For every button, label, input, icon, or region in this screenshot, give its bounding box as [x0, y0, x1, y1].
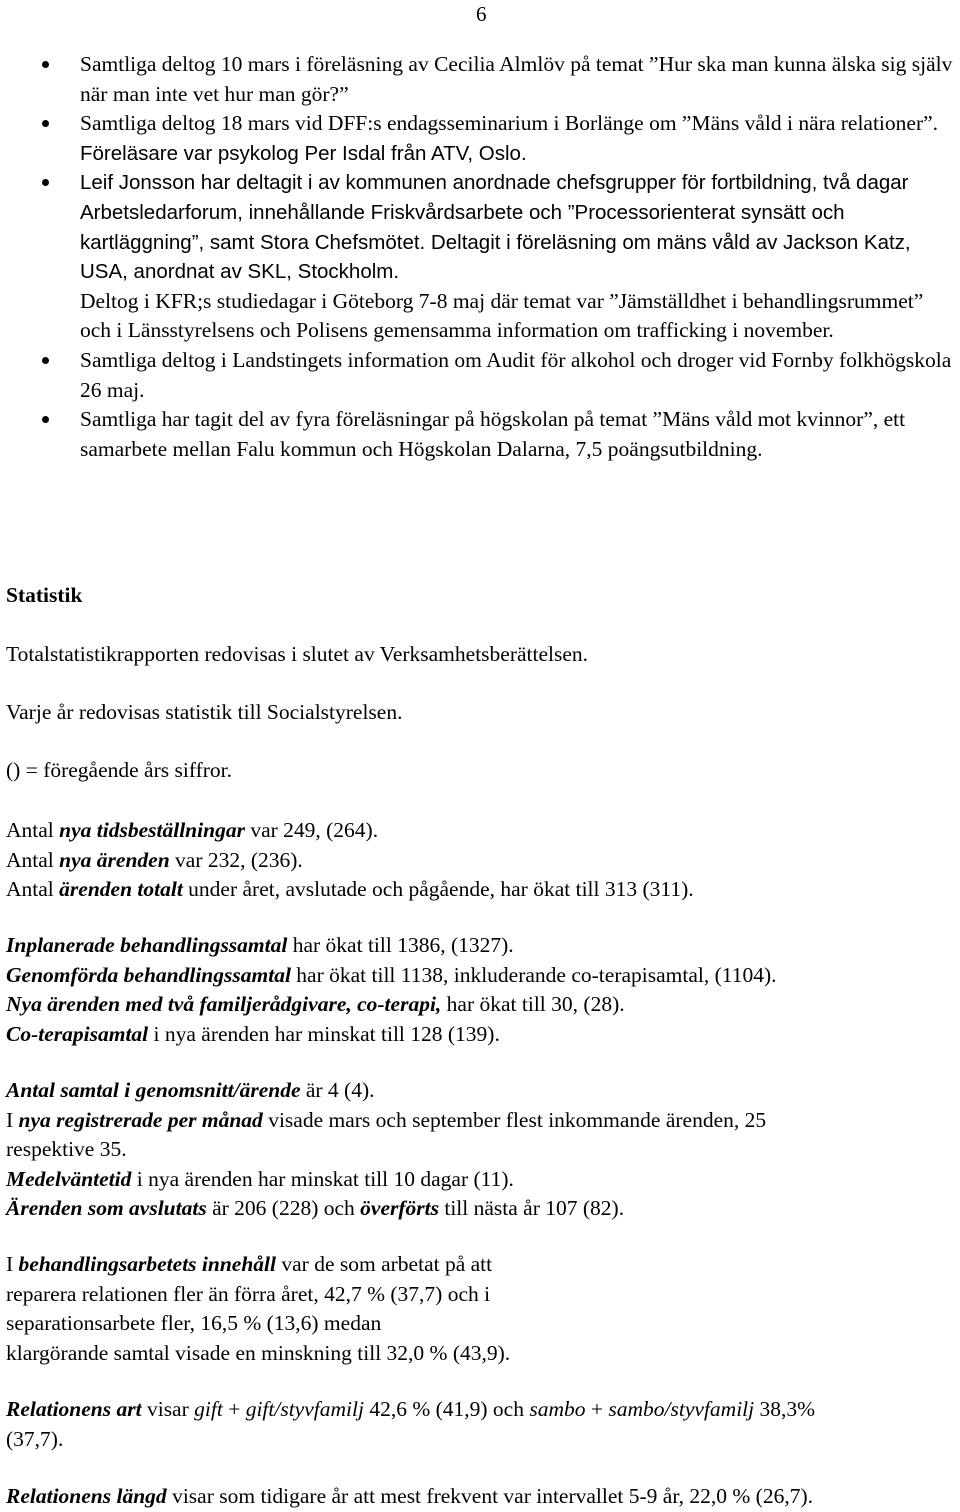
stat-text: har ökat till 1138, inkluderande co-terapisamtal, (1104).	[290, 962, 777, 987]
stat-text: I	[6, 1252, 19, 1276]
stat-line	[6, 846, 954, 876]
stat-text: Antal	[6, 877, 60, 901]
stat-text: i nya ärenden har minskat till 128 (139).	[148, 1021, 500, 1046]
emphasized-term: ärenden totalt	[59, 877, 183, 901]
page-number: 6	[476, 2, 487, 26]
bullet-text: Samtliga deltog 18 mars vid DFF:s endagsseminarium i Borlänge om ”Mäns våld i nära relationer”.	[80, 111, 939, 136]
bullet-list	[0, 50, 960, 464]
stat-text: +	[585, 1397, 609, 1421]
stat-text: var de som arbetat på att	[276, 1252, 493, 1276]
bullet-text: Deltog i KFR;s studiedagar i Göteborg 7-8 maj där temat var ”Jämställdhet i behandlingsrummet” och i Länsstyrelsens och Polisens gemensamma information om trafficking i november.	[80, 288, 924, 343]
emphasized-term: gift	[194, 1397, 223, 1421]
stat-line	[6, 1482, 954, 1512]
stat-line	[6, 875, 954, 905]
stat-text: klargörande samtal visade en minskning till 32,0 % (43,9).	[6, 1340, 511, 1365]
stat-text: är 4 (4).	[300, 1078, 375, 1102]
stat-paragraph	[6, 816, 954, 905]
stat-text: var 249, (264).	[244, 818, 379, 842]
stat-line	[6, 1425, 954, 1455]
bullet-dot-icon	[42, 416, 49, 423]
stat-line	[6, 1106, 954, 1136]
stat-line	[6, 1165, 954, 1195]
stat-text: visade mars och september flest inkommande ärenden, 25	[262, 1107, 767, 1132]
bullet-item	[0, 109, 960, 168]
stat-line	[6, 816, 954, 846]
stat-line	[6, 1309, 954, 1339]
stat-line	[6, 1020, 954, 1050]
stat-paragraph	[6, 1250, 954, 1368]
stat-line	[6, 1395, 954, 1425]
stat-text: respektive 35.	[6, 1137, 127, 1161]
intro-line-3: () = föregående års siffror.	[6, 758, 233, 782]
emphasized-term: överförts	[360, 1196, 439, 1220]
stat-text: Antal	[6, 847, 60, 872]
bullet-item	[0, 405, 960, 464]
emphasized-term: sambo	[529, 1397, 586, 1421]
section-title: Statistik	[6, 583, 83, 607]
bullet-text: Leif Jonsson har deltagit i av kommunen anordnade chefsgrupper för fortbildning, två dagar Arbetsledarforum, innehållande Friskvårdsarbete och ”Processorienterat synsätt och kartläggning”, samt Stora Chefsmötet. Deltagit i föreläsning om mäns våld av Jackson Katz, USA, anordnat av SKL, Stockholm.	[80, 171, 911, 284]
stat-text: var 232, (236).	[169, 847, 303, 872]
emphasized-term: Co-terapisamtal	[6, 1021, 149, 1046]
stat-line	[6, 1280, 954, 1310]
stat-text: visar som tidigare år att mest frekvent var intervallet 5-9 år, 22,0 % (26,7).	[166, 1484, 813, 1508]
emphasized-term: nya tidsbeställningar	[59, 818, 245, 842]
emphasized-term: nya registrerade per månad	[18, 1107, 263, 1132]
emphasized-term: behandlingsarbetets innehåll	[18, 1252, 277, 1276]
stat-text: reparera relationen fler än förra året, 42,7 % (37,7) och i	[6, 1281, 491, 1306]
intro-line-1: Totalstatistikrapporten redovisas i slutet av Verksamhetsberättelsen.	[6, 642, 589, 666]
bullet-continuation	[0, 287, 960, 346]
bullet-text: Samtliga deltog 10 mars i föreläsning av Cecilia Almlöv på temat ”Hur ska man kunna älska sig själv när man inte vet hur man gör?”	[80, 52, 953, 106]
stat-text: 38,3%	[754, 1397, 816, 1421]
stat-line	[6, 1194, 954, 1224]
stat-text: separationsarbete fler, 16,5 % (13,6) medan	[6, 1311, 382, 1335]
emphasized-term: Nya ärenden med två familjerådgivare, co-terapi,	[6, 992, 442, 1016]
stat-text: är 206 (228) och	[206, 1196, 361, 1220]
stat-text: i nya ärenden har minskat till 10 dagar (11).	[131, 1166, 514, 1191]
stat-text: Antal	[6, 818, 60, 842]
bullet-item	[0, 346, 960, 405]
stat-text: har ökat till 30, (28).	[441, 992, 625, 1016]
emphasized-term: nya ärenden	[59, 847, 170, 872]
stat-paragraph	[6, 931, 954, 1049]
emphasized-term: Antal samtal i genomsnitt/ärende	[6, 1078, 301, 1102]
emphasized-term: Relationens art	[6, 1397, 142, 1421]
stat-line	[6, 1250, 954, 1280]
bullet-text: Samtliga har tagit del av fyra föreläsningar på högskolan på temat ”Mäns våld mot kvinnor”, ett samarbete mellan Falu kommun och Högskolan Dalarna, 7,5 poängsutbildning.	[80, 407, 906, 461]
emphasized-term: gift/styvfamilj	[245, 1397, 364, 1421]
stat-line	[6, 1076, 954, 1106]
stat-text: visar	[141, 1397, 195, 1421]
stat-text: I	[6, 1107, 19, 1132]
bullet-text: Samtliga deltog i Landstingets information om Audit för alkohol och droger vid Fornby folkhögskola 26 maj.	[80, 347, 952, 402]
emphasized-term: Ärenden som avslutats	[6, 1196, 207, 1220]
stat-line	[6, 1339, 954, 1369]
stat-paragraph	[6, 1076, 954, 1224]
bullet-dot-icon	[42, 357, 49, 364]
emphasized-term: sambo/styvfamilj	[608, 1397, 755, 1421]
bullet-item	[0, 168, 960, 286]
bullet-dot-icon	[42, 61, 49, 68]
stat-paragraph	[6, 1395, 954, 1454]
stat-paragraph	[6, 1482, 954, 1512]
bullet-item	[0, 50, 960, 109]
stat-line	[6, 990, 954, 1020]
stat-text: +	[222, 1397, 246, 1421]
stat-line	[6, 1135, 954, 1165]
bullet-dot-icon	[42, 120, 49, 127]
stat-text: till nästa år 107 (82).	[438, 1196, 625, 1220]
emphasized-term: Inplanerade behandlingssamtal	[6, 933, 288, 957]
stat-line	[6, 931, 954, 961]
stat-text: (37,7).	[6, 1426, 64, 1451]
bullet-text: Föreläsare var psykolog Per Isdal från ATV, Oslo.	[80, 141, 527, 165]
emphasized-term: Genomförda behandlingssamtal	[6, 962, 291, 987]
stat-text: under året, avslutade och pågående, har ökat till 313 (311).	[182, 877, 694, 901]
bullet-dot-icon	[42, 179, 49, 186]
emphasized-term: Medelväntetid	[6, 1166, 132, 1191]
emphasized-term: Relationens längd	[6, 1484, 167, 1508]
stat-line	[6, 961, 954, 991]
stat-text: har ökat till 1386, (1327).	[287, 933, 514, 957]
intro-line-2: Varje år redovisas statistik till Socialstyrelsen.	[6, 700, 403, 724]
stat-text: 42,6 % (41,9) och	[363, 1397, 530, 1421]
